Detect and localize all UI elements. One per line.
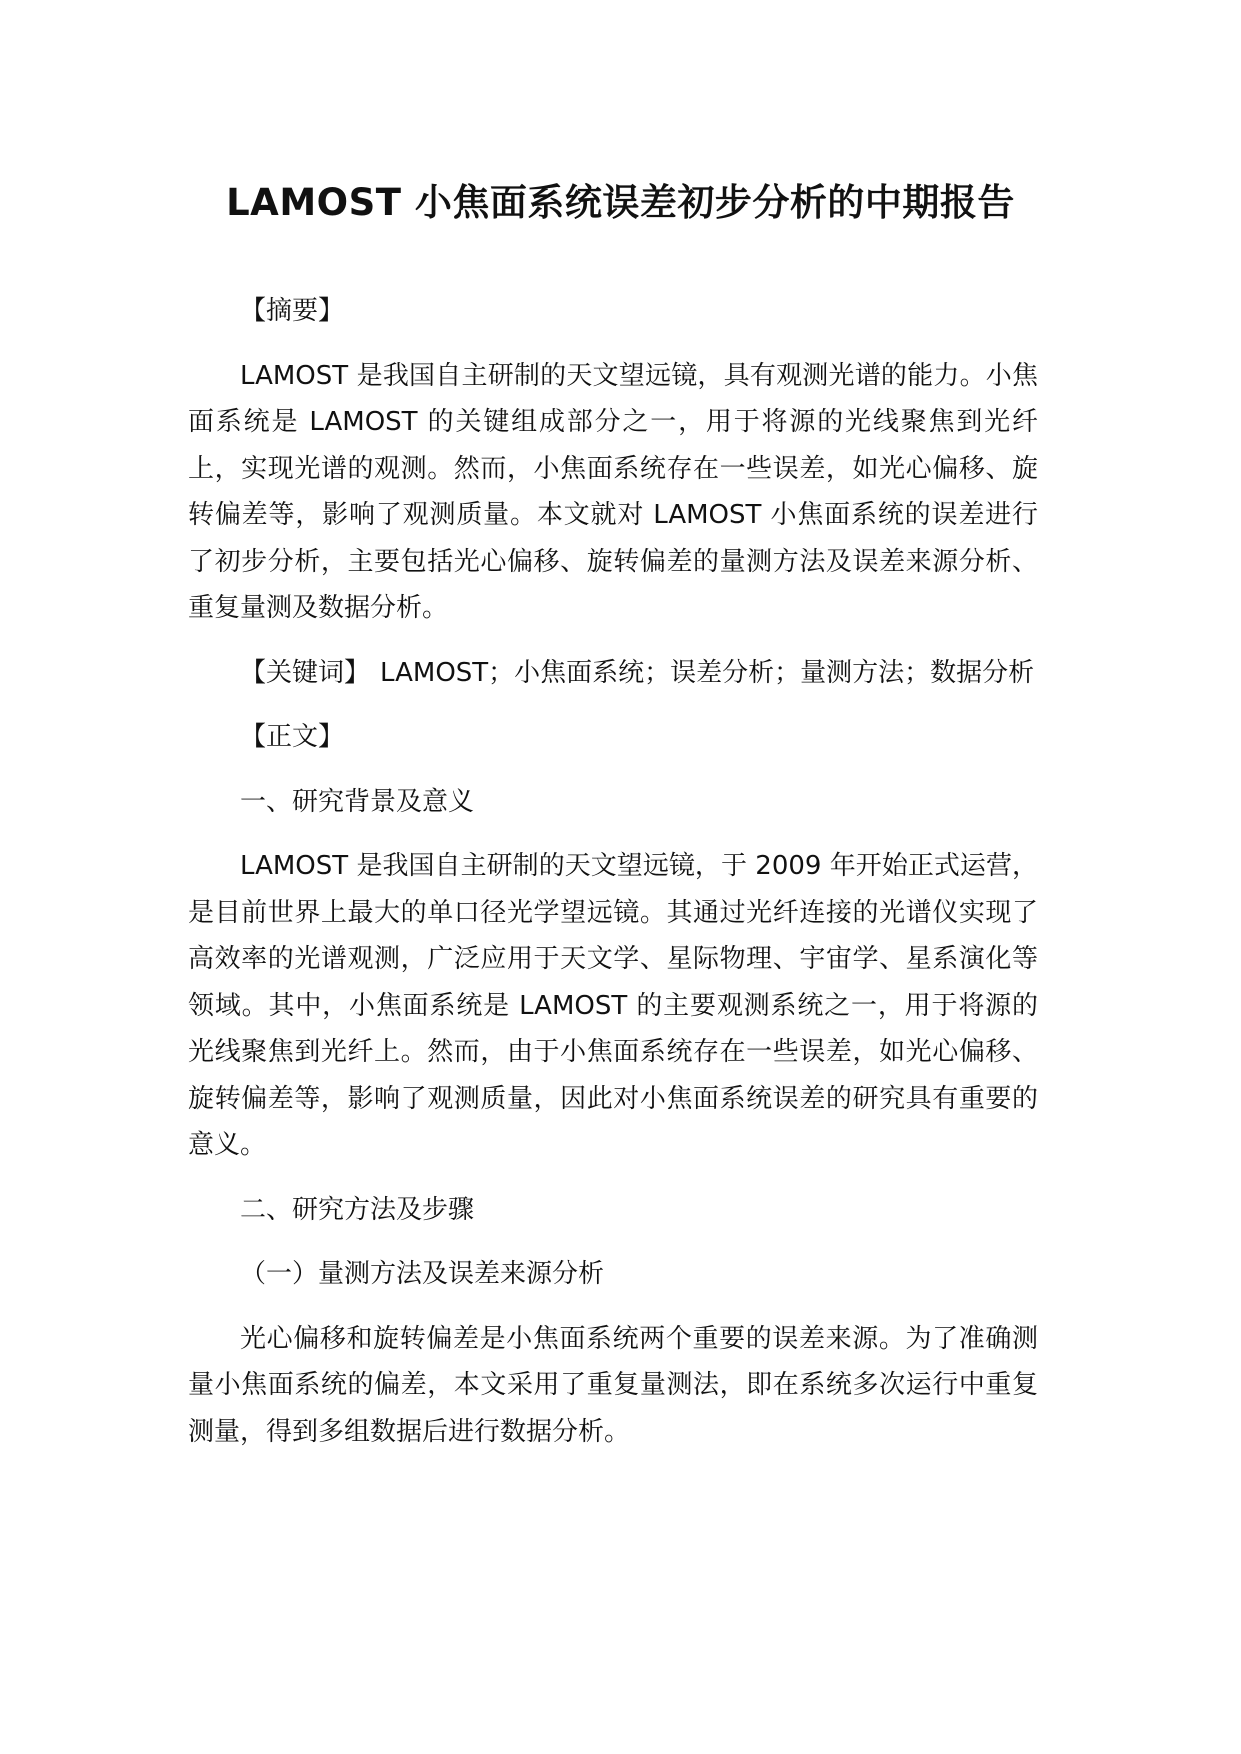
abstract-paragraph: LAMOST 是我国自主研制的天文望远镜，具有观测光谱的能力。小焦面系统是 LAMOST 的关键组成部分之一，用于将源的光线聚焦到光纤上，实现光谱的观测。然而，小焦面系统存在一些误差，如光心偏移、旋转偏差等，影响了观测质量。本文就对 LAMOST 小焦面系统的误差进行了初步分析，主要包括光心偏移、旋转偏差的量测方法及误差来源分析、重复量测及数据分析。: [188, 360, 1038, 623]
abstract-heading: 【摘要】: [240, 296, 345, 326]
section-heading-methods: 二、研究方法及步骤: [240, 1194, 475, 1225]
keywords-text: LAMOST；小焦面系统；误差分析；量测方法；数据分析: [380, 657, 1035, 688]
document-title: LAMOST 小焦面系统误差初步分析的中期报告: [226, 181, 1015, 224]
document-body: [188, 288, 1038, 1473]
section-heading-background: 一、研究背景及意义: [240, 786, 475, 817]
body-heading: 【正文】: [240, 722, 345, 752]
section-paragraph-background: LAMOST 是我国自主研制的天文望远镜，于 2009 年开始正式运营，是目前世界上最大的单口径光学望远镜。其通过光纤连接的光谱仪实现了高效率的光谱观测，广泛应用于天文学、星际物理、宇宙学、星系演化等领域。其中，小焦面系统是 LAMOST 的主要观测系统之一，用于将源的光线聚焦到光纤上。然而，由于小焦面系统存在一些误差，如光心偏移、旋转偏差等，影响了观测质量，因此对小焦面系统误差的研究具有重要的意义。: [188, 851, 1038, 1160]
keywords-label: 【关键词】: [240, 657, 371, 688]
subsection-paragraph-measurement: 光心偏移和旋转偏差是小焦面系统两个重要的误差来源。为了准确测量小焦面系统的偏差，本文采用了重复量测法，即在系统多次运行中重复测量，得到多组数据后进行数据分析。: [188, 1323, 1038, 1447]
subsection-heading-measurement: （一）量测方法及误差来源分析: [240, 1259, 605, 1289]
keywords-paragraph: [188, 650, 1038, 697]
